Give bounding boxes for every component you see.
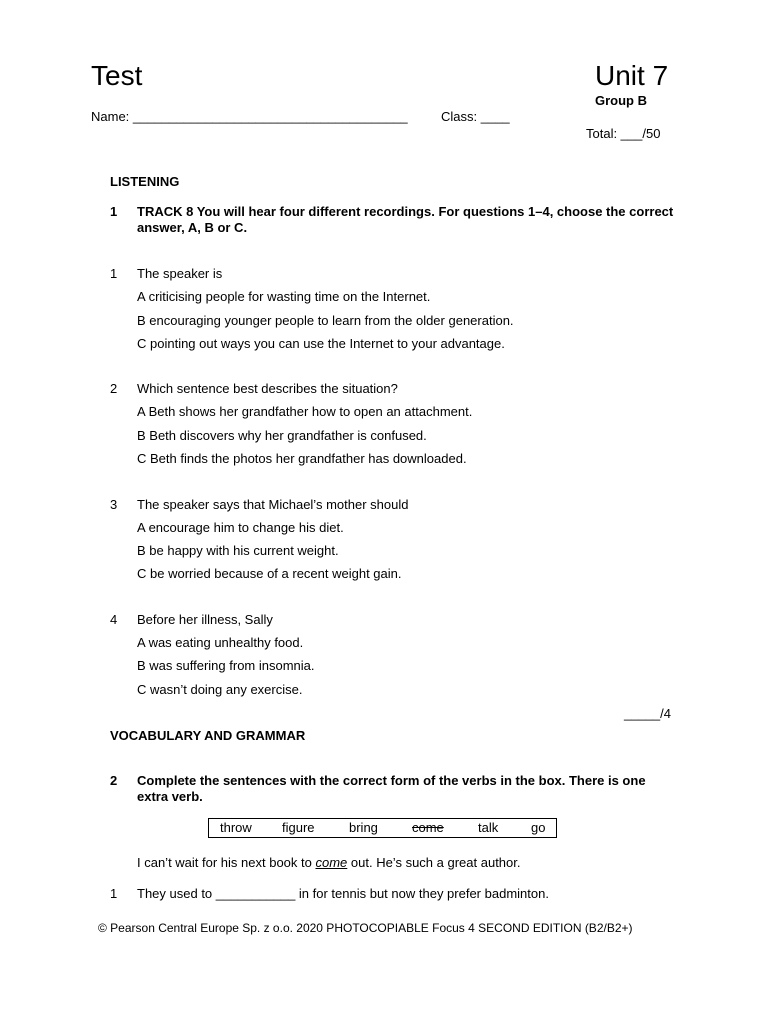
answer-option: A was eating unhealthy food.	[137, 635, 304, 650]
answer-option: B was suffering from insomnia.	[137, 658, 315, 673]
word-box-item: talk	[478, 820, 499, 835]
question-number: 2	[110, 381, 118, 396]
unit-label: Unit 7	[595, 60, 669, 91]
answer-option: C be worried because of a recent weight gain.	[137, 566, 402, 581]
answer-option: C pointing out ways you can use the Internet to your advantage.	[137, 336, 505, 351]
test-title: Test	[91, 60, 143, 91]
vocabulary-heading: VOCABULARY AND GRAMMAR	[110, 728, 306, 743]
example-text-end: out. He’s such a great author.	[347, 855, 521, 870]
question-number: 1	[110, 266, 118, 281]
answer-option: B encouraging younger people to learn from the older generation.	[137, 313, 514, 328]
section-score: _____/4	[624, 706, 671, 721]
question-stem: The speaker is	[137, 266, 223, 281]
answer-option: C wasn’t doing any exercise.	[137, 682, 303, 697]
task-instruction: Complete the sentences with the correct form of the verbs in the box. There is one extra verb.	[137, 773, 646, 804]
word-box-item: bring	[349, 820, 378, 835]
question-stem: Before her illness, Sally	[137, 612, 273, 627]
question-number: 3	[110, 497, 118, 512]
task-number: 1	[110, 204, 118, 219]
question-number: 1	[110, 886, 118, 901]
answer-option: A encourage him to change his diet.	[137, 520, 344, 535]
word-box	[208, 818, 557, 838]
word-box-item-used: come	[412, 820, 444, 835]
word-box-item: go	[531, 820, 546, 835]
name-field-label: Name: ______________________________________	[91, 109, 408, 124]
answer-option: B be happy with his current weight.	[137, 543, 339, 558]
example-answer: come	[315, 855, 348, 870]
task-instruction: TRACK 8 You will hear four different recordings. For questions 1–4, choose the correct answer, A, B or C.	[137, 204, 674, 235]
copyright-footer: © Pearson Central Europe Sp. z o.o. 2020 PHOTOCOPIABLE Focus 4 SECOND EDITION (B2/B2+)	[98, 921, 633, 935]
example-text-start: I can’t wait for his next book to	[137, 855, 316, 870]
question-number: 4	[110, 612, 118, 627]
group-label: Group B	[595, 93, 647, 108]
question-stem: The speaker says that Michael’s mother should	[137, 497, 409, 512]
answer-option: C Beth finds the photos her grandfather has downloaded.	[137, 451, 467, 466]
task-number: 2	[110, 773, 118, 788]
answer-option: A Beth shows her grandfather how to open an attachment.	[137, 404, 473, 419]
word-box-item: throw	[220, 820, 252, 835]
word-box-item: figure	[282, 820, 315, 835]
listening-heading: LISTENING	[110, 174, 180, 189]
example-sentence	[137, 855, 520, 871]
total-score: Total: ___/50	[586, 126, 661, 141]
class-field-label: Class: ____	[441, 109, 510, 124]
answer-option: B Beth discovers why her grandfather is confused.	[137, 428, 427, 443]
question-stem: Which sentence best describes the situation?	[137, 381, 398, 396]
answer-option: A criticising people for wasting time on the Internet.	[137, 289, 431, 304]
question-sentence: They used to ___________ in for tennis but now they prefer badminton.	[137, 886, 549, 901]
